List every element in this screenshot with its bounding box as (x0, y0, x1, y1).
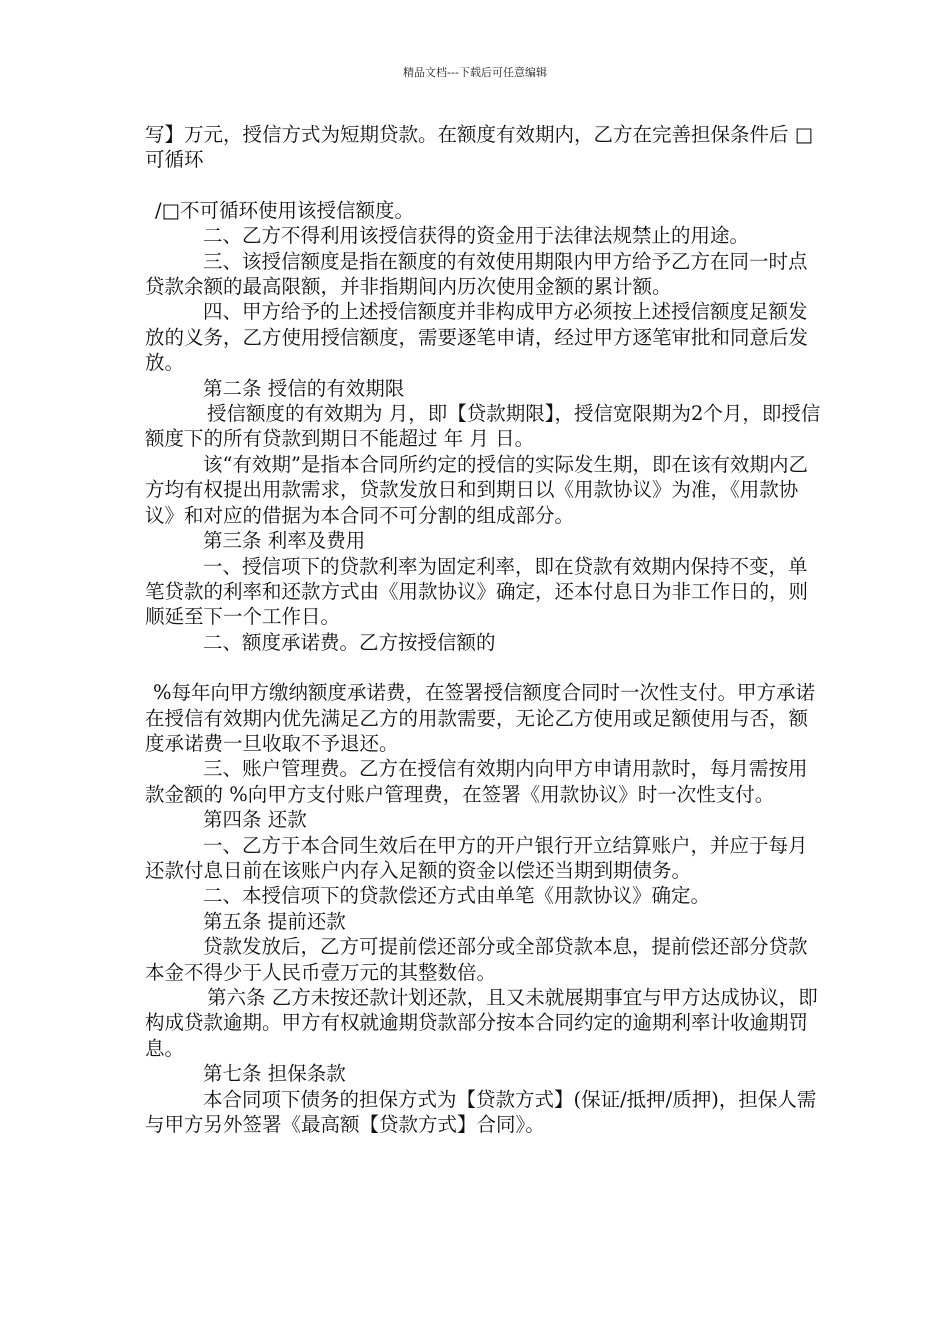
paragraph: 四、甲方给予的上述授信额度并非构成甲方必须按上述授信额度足额发放的义务，乙方使用授信额度，需要逐笔申请，经过甲方逐笔审批和同意后发放。 (145, 300, 809, 375)
section-heading: 第四条 还款 (203, 808, 307, 832)
section-heading: 第二条 授信的有效期限 (203, 376, 405, 400)
paragraph: 三、账户管理费。乙方在授信有效期内向甲方申请用款时，每月需按用款金额的 %向甲方支付账户管理费，在签署《用款协议》时一次性支付。 (145, 757, 808, 806)
paragraph: 一、授信项下的贷款利率为固定利率，即在贷款有效期内保持不变，单笔贷款的利率和还款方式由《用款协议》确定，还本付息日为非工作日的，则顺延至下一个工作日。 (145, 554, 809, 629)
paragraph: 本合同项下债务的担保方式为【贷款方式】(保证/抵押/质押)，担保人需与甲方另外签署《最高额【贷款方式】合同》。 (145, 1087, 817, 1137)
paragraph: 一、乙方于本合同生效后在甲方的开户银行开立结算账户，并应于每月还款付息日前在该账户内存入足额的资金以偿还当期到期债务。 (145, 833, 808, 882)
paragraph: 贷款发放后，乙方可提前偿还部分或全部贷款本息，提前偿还部分贷款本金不得少于人民币壹万元的其整数倍。 (145, 935, 808, 984)
paragraph-gap (145, 173, 825, 198)
paragraph: /□不可循环使用该授信额度。 (155, 198, 414, 222)
section-heading: 第五条 提前还款 (203, 909, 346, 933)
document-body (145, 122, 825, 1137)
paragraph: 三、该授信额度是指在额度的有效使用期限内甲方给予乙方在同一时点贷款余额的最高限额，并非指期间内历次使用金额的累计额。 (145, 249, 808, 299)
paragraph: 二、乙方不得利用该授信获得的资金用于法律法规禁止的用途。 (203, 224, 750, 248)
paragraph: 二、本授信项下的贷款偿还方式由单笔《用款协议》确定。 (203, 884, 711, 908)
page-header: 精品文档---下载后可任意编辑 (403, 66, 547, 79)
paragraph: 授信额度的有效期为 月，即【贷款期限】，授信宽限期为2个月，即授信额度下的所有贷款到期日不能超过 年 月 日。 (145, 402, 821, 451)
paragraph-gap (145, 655, 825, 680)
paragraph: 该“有效期”是指本合同所约定的授信的实际发生期，即在该有效期内乙方均有权提出用款需求，贷款发放日和到期日以《用款协议》为准，《用款协议》和对应的借据为本合同不可分割的组成部分。 (145, 452, 808, 527)
paragraph: %每年向甲方缴纳额度承诺费，在签署授信额度合同时一次性支付。甲方承诺在授信有效期内优先满足乙方的用款需要，无论乙方使用或足额使用与否，额度承诺费一旦收取不予退还。 (145, 681, 816, 755)
section-heading: 第三条 利率及费用 (203, 529, 366, 553)
paragraph: 第六条 乙方未按还款计划还款，且又未就展期事宜与甲方达成协议，即构成贷款逾期。甲方有权就逾期贷款部分按本合同约定的逾期利率计收逾期罚息。 (145, 986, 818, 1060)
section-heading: 第七条 担保条款 (203, 1062, 346, 1086)
paragraph: 写】万元，授信方式为短期贷款。在额度有效期内，乙方在完善担保条件后 □可循环 (145, 123, 814, 172)
paragraph: 二、额度承诺费。乙方按授信额的 (203, 630, 496, 654)
